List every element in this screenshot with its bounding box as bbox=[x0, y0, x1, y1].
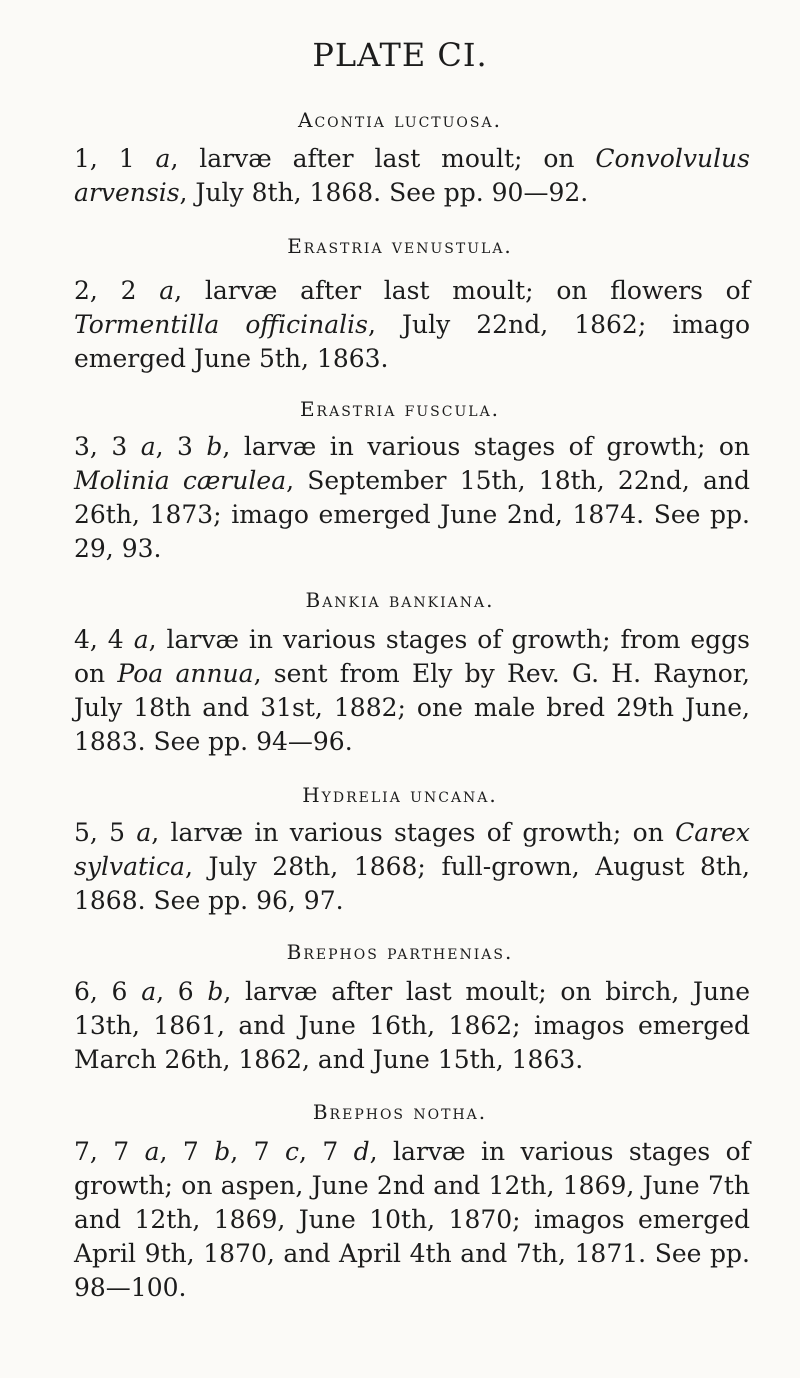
text-run: , 7 bbox=[159, 1137, 215, 1166]
plate-description bbox=[74, 430, 750, 566]
text-run: , September 15th, 18th, 22nd, and 26th, 1873; imago emerged June 2nd, 1874. See pp. 29, 93. bbox=[74, 466, 750, 563]
species-name: Convolvulus arvensis bbox=[74, 144, 750, 207]
text-run: , July 22nd, 1862; imago emerged June 5th, 1863. bbox=[74, 310, 750, 373]
text-run: 1, 1 bbox=[74, 144, 156, 173]
figure-letter: a bbox=[133, 625, 149, 654]
text-run: , July 28th, 1868; full-grown, August 8th, 1868. See pp. 96, 97. bbox=[74, 852, 750, 915]
species-heading: Erastria fuscula. bbox=[299, 397, 501, 421]
species-heading: Bankia bankiana. bbox=[305, 588, 495, 612]
plate-description bbox=[74, 623, 750, 759]
figure-letter: a bbox=[141, 977, 157, 1006]
figure-letter: a bbox=[140, 432, 156, 461]
text-run: , larvæ in various stages of growth; on aspen, June 2nd and 12th, 1869, June 7th and 12th, 1869, June 10th, 1870; imagos emerged April 9th, 1870, and April 4th and 7th, 1871. See pp. 98—100. bbox=[74, 1137, 750, 1302]
text-run: , 6 bbox=[156, 977, 208, 1006]
species-name: Carex sylvatica bbox=[74, 818, 750, 881]
text-run: 4, 4 bbox=[74, 625, 134, 654]
species-heading: Erastria venustula. bbox=[287, 234, 513, 258]
plate-description bbox=[74, 142, 750, 210]
figure-letter: a bbox=[144, 1137, 160, 1166]
figure-letter: d bbox=[353, 1137, 370, 1166]
figure-letter: b bbox=[207, 977, 224, 1006]
plate-description bbox=[74, 274, 750, 376]
text-run: , 7 bbox=[230, 1137, 285, 1166]
text-run: , larvæ after last moult; on bbox=[170, 144, 596, 173]
text-run: , sent from Ely by Rev. G. H. Raynor, July 18th and 31st, 1882; one male bred 29th June, 1883. See pp. 94—96. bbox=[74, 659, 751, 756]
species-heading: Acontia luctuosa. bbox=[298, 108, 502, 132]
species-name: Tormentilla officinalis bbox=[74, 310, 368, 339]
species-heading: Brephos notha. bbox=[312, 1100, 488, 1124]
plate-description bbox=[74, 1135, 750, 1305]
text-run: 5, 5 bbox=[74, 818, 137, 847]
text-run: , larvæ in various stages of growth; on bbox=[222, 432, 751, 461]
figure-letter: a bbox=[159, 276, 175, 305]
plate-description bbox=[74, 816, 750, 918]
text-run: , larvæ after last moult; on birch, June 13th, 1861, and June 16th, 1862; imagos emerged March 26th, 1862, and June 15th, 1863. bbox=[74, 977, 750, 1074]
text-run: , 7 bbox=[298, 1137, 354, 1166]
figure-letter: b bbox=[206, 432, 223, 461]
text-run: 3, 3 bbox=[74, 432, 141, 461]
figure-letter: b bbox=[214, 1137, 231, 1166]
plate-title: PLATE CI. bbox=[312, 36, 488, 74]
text-run: 7, 7 bbox=[74, 1137, 145, 1166]
text-run: 6, 6 bbox=[74, 977, 142, 1006]
text-run: , 3 bbox=[155, 432, 207, 461]
species-name: Molinia cærulea bbox=[74, 466, 287, 495]
figure-letter: a bbox=[136, 818, 152, 847]
species-name: Poa annua bbox=[117, 659, 254, 688]
text-run: 2, 2 bbox=[74, 276, 160, 305]
text-run: , larvæ in various stages of growth; from eggs on bbox=[74, 625, 751, 688]
species-heading: Brephos parthenias. bbox=[286, 940, 514, 964]
species-heading: Hydrelia uncana. bbox=[302, 783, 498, 807]
text-run: , July 8th, 1868. See pp. 90—92. bbox=[179, 178, 589, 207]
figure-letter: c bbox=[284, 1137, 299, 1166]
plate-description bbox=[74, 975, 750, 1077]
text-run: , larvæ after last moult; on flowers of bbox=[174, 276, 750, 305]
figure-letter: a bbox=[155, 144, 171, 173]
text-run: , larvæ in various stages of growth; on bbox=[151, 818, 676, 847]
